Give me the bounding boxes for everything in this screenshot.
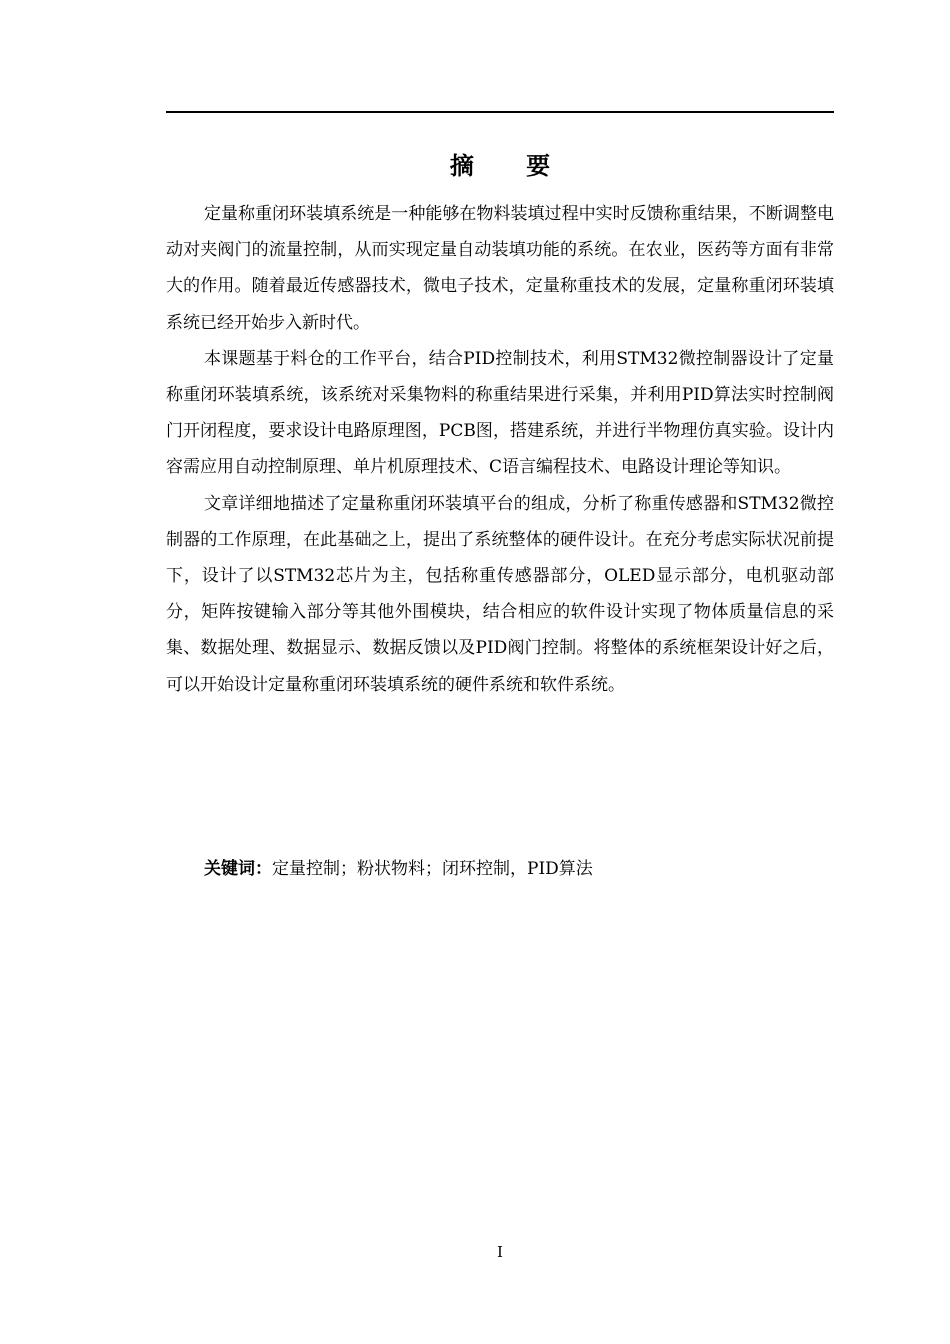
page-number: I — [497, 1243, 503, 1261]
keywords-label: 关键词： — [204, 859, 272, 879]
abstract-paragraph-2: 本课题基于料仓的工作平台，结合PID控制技术，利用STM32微控制器设计了定量称重闭环装填系统，该系统对采集物料的称重结果进行采集，并利用PID算法实时控制阀门开闭程度，要求设计电路原理图，PCB图，搭建系统，并进行半物理仿真实验。设计内容需应用自动控制原理、单片机原理技术、C语言编程技术、电路设计理论等知识。 — [166, 348, 834, 478]
abstract-paragraph-1: 定量称重闭环装填系统是一种能够在物料装填过程中实时反馈称重结果，不断调整电动对夹阀门的流量控制，从而实现定量自动装填功能的系统。在农业，医药等方面有非常大的作用。随着最近传感器技术，微电子技术，定量称重技术的发展，定量称重闭环装填系统已经开始步入新时代。 — [166, 204, 834, 333]
keywords-text: 定量控制；粉状物料；闭环控制，PID算法 — [272, 859, 593, 879]
header-rule — [166, 111, 834, 113]
page-title: 摘 要 — [449, 152, 573, 180]
abstract-paragraph-3: 文章详细地描述了定量称重闭环装填平台的组成，分析了称重传感器和STM32微控制器的工作原理，在此基础之上，提出了系统整体的硬件设计。在充分考虑实际状况前提下，设计了以STM32芯片为主，包括称重传感器部分，OLED显示部分，电机驱动部分，矩阵按键输入部分等其他外围模块，结合相应的软件设计实现了物体质量信息的采集、数据处理、数据显示、数据反馈以及PID阀门控制。将整体的系统框架设计好之后，可以开始设计定量称重闭环装填系统的硬件系统和软件系统。 — [166, 493, 834, 695]
abstract-body — [166, 196, 834, 703]
keywords-line — [204, 851, 834, 887]
